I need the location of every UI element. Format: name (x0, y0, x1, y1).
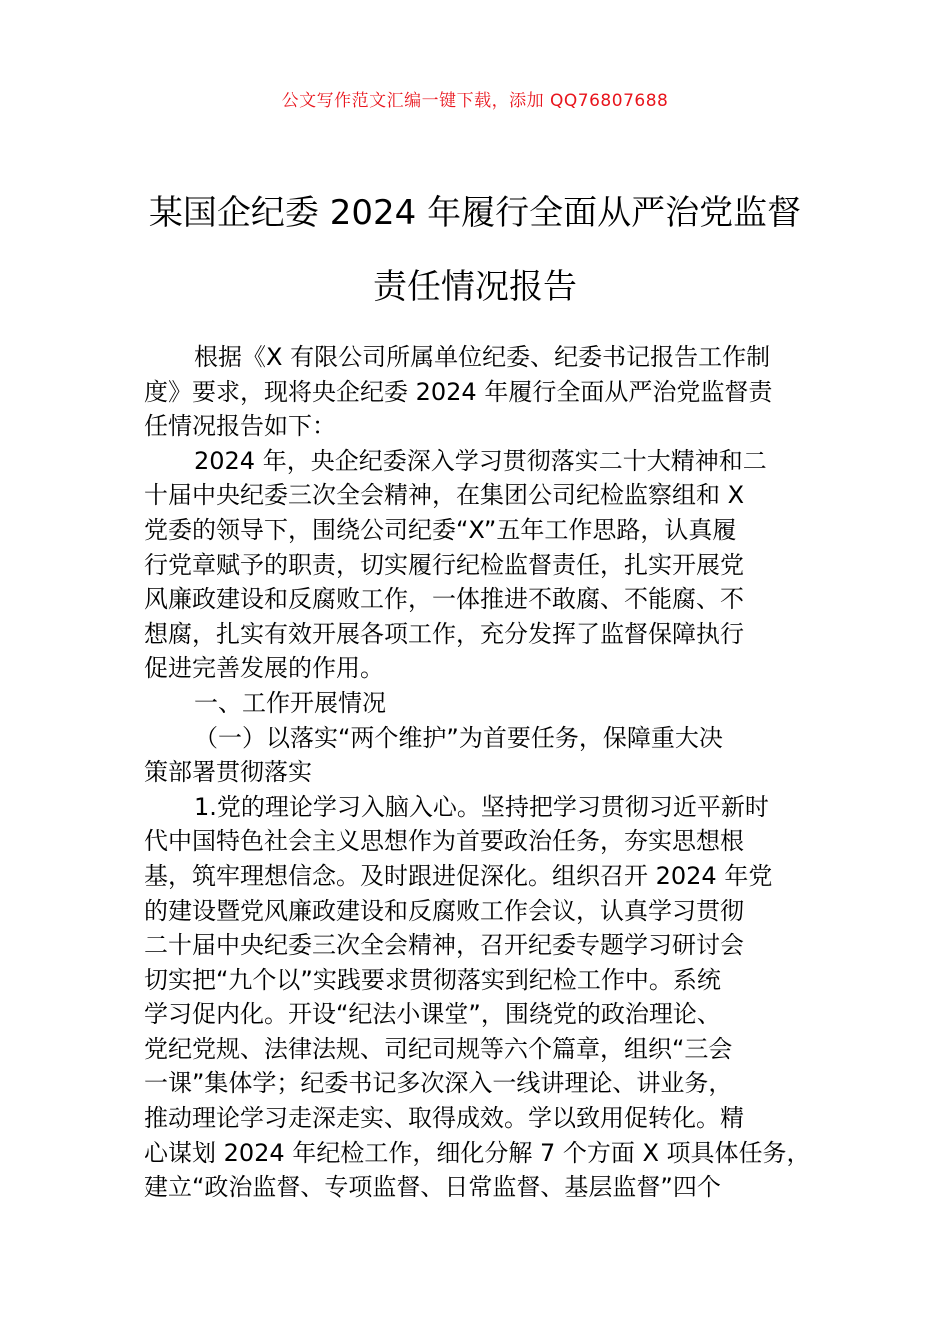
body-text-line: 度》要求，现将央企纪委 2024 年履行全面从严治党监督责 (144, 377, 773, 406)
body-text-line: 2024 年，央企纪委深入学习贯彻落实二十大精神和二 (194, 446, 767, 475)
body-text-line: 根据《X 有限公司所属单位纪委、纪委书记报告工作制 (194, 343, 771, 371)
body-text-line: 的建设暨党风廉政建设和反腐败工作会议，认真学习贯彻 (144, 896, 744, 925)
body-text-line: 建立“政治监督、专项监督、日常监督、基层监督”四个 (144, 1173, 721, 1202)
body-text-line: 心谋划 2024 年纪检工作，细化分解 7 个方面 X 项具体任务， (144, 1138, 811, 1167)
body-text-line: 二十届中央纪委三次全会精神，召开纪委专题学习研讨会 (144, 931, 744, 960)
body-text-line: 代中国特色社会主义思想作为首要政治任务，夯实思想根 (144, 827, 744, 856)
body-text-line: （一）以落实“两个维护”为首要任务，保障重大决 (194, 723, 723, 752)
body-text-line: 推动理论学习走深走实、取得成效。学以致用促转化。精 (144, 1104, 744, 1133)
body-text-line: 促进完善发展的作用。 (144, 654, 384, 683)
download-promo-note: 公文写作范文汇编一键下载，添加 QQ76807688 (281, 91, 669, 111)
body-text-line: 风廉政建设和反腐败工作，一体推进不敢腐、不能腐、不 (144, 585, 744, 614)
body-text-line: 党委的领导下，围绕公司纪委“X”五年工作思路，认真履 (144, 515, 737, 544)
body-text-line: 任情况报告如下： (144, 412, 336, 441)
body-text-line: 一、工作开展情况 (194, 688, 386, 717)
body-text-line: 行党章赋予的职责，切实履行纪检监督责任，扎实开展党 (144, 550, 744, 579)
body-text-line: 切实把“九个以”实践要求贯彻落实到纪检工作中。系统 (144, 965, 721, 994)
body-text-line: 策部署贯彻落实 (144, 758, 312, 787)
document-body (144, 340, 812, 1205)
body-text-line: 十届中央纪委三次全会精神，在集团公司纪检监察组和 X (144, 481, 745, 510)
document-title (120, 176, 830, 324)
body-text-line: 党纪党规、法律法规、司纪司规等六个篇章，组织“三会 (144, 1034, 733, 1063)
body-text-line: 一课”集体学；纪委书记多次深入一线讲理论、讲业务， (144, 1069, 733, 1098)
body-text-line: 基，筑牢理想信念。及时跟进促深化。组织召开 2024 年党 (144, 861, 773, 890)
title-line-2: 责任情况报告 (373, 267, 577, 307)
title-line-1: 某国企纪委 2024 年履行全面从严治党监督 (148, 193, 802, 233)
body-text-line: 1.党的理论学习入脑入心。坚持把学习贯彻习近平新时 (194, 792, 769, 821)
body-text-line: 想腐，扎实有效开展各项工作，充分发挥了监督保障执行 (144, 619, 744, 648)
body-text-line: 学习促内化。开设“纪法小课堂”，围绕党的政治理论、 (144, 1000, 721, 1029)
